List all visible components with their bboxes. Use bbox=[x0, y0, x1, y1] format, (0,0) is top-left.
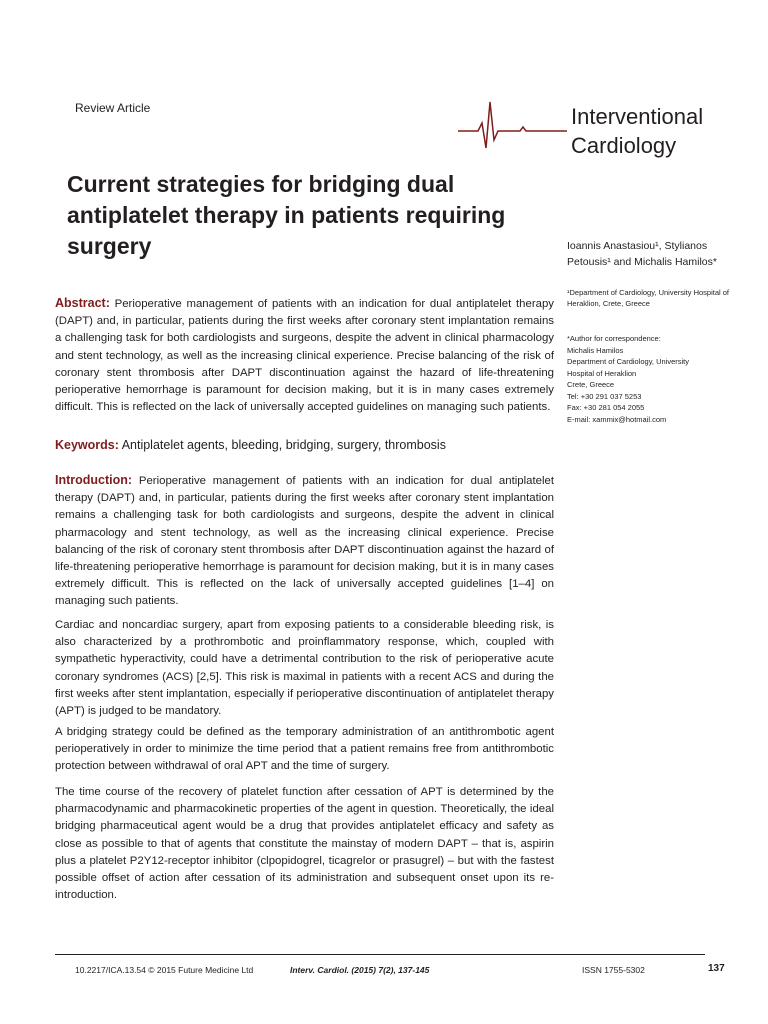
author-line: Ioannis Anastasiou¹, Stylianos bbox=[567, 240, 708, 252]
correspondence-line: Department of Cardiology, University bbox=[567, 357, 689, 366]
footer-divider bbox=[55, 954, 705, 955]
journal-name-line2: Cardiology bbox=[571, 133, 677, 158]
keywords-text: Antiplatelet agents, bleeding, bridging, surgery, thrombosis bbox=[118, 438, 446, 452]
correspondence-line: Crete, Greece bbox=[567, 380, 615, 389]
keywords-section bbox=[55, 437, 554, 454]
page-number: 137 bbox=[708, 963, 725, 974]
footer-doi: 10.2217/ICA.13.54 © 2015 Future Medicine Ltd bbox=[75, 965, 254, 975]
introduction-text: Perioperative management of patients with an indication for dual antiplatelet therapy (DAPT) and, in particular, patients during the first weeks after coronary stent implantation remains a challenging task for both cardiologists and surgeons, despite the advent in clinical pharmacology and stent technology, as well as the increasing clinical experience. Precise balancing of the risk of coronary stent thrombosis after DAPT discontinuation against the hazard of life-threatening perioperative hemorrhage is paramount for decision making, but it is in many cases extremely difficult. This is reflected on the lack of universally accepted guidelines [1–4] on managing such patients. bbox=[55, 475, 554, 608]
footer-journal-citation: Interv. Cardiol. (2015) 7(2), 137-145 bbox=[290, 965, 430, 975]
footer-issn: ISSN 1755-5302 bbox=[582, 965, 645, 975]
author-line: Petousis¹ and Michalis Hamilos* bbox=[567, 256, 717, 268]
article-title: Current strategies for bridging dual antiplatelet therapy in patients requiring surgery bbox=[67, 171, 506, 259]
correspondence-line: Fax: +30 281 054 2055 bbox=[567, 403, 645, 412]
paragraph-text: A bridging strategy could be defined as the temporary administration of an antithrombotic agent perioperatively in order to minimize the time period that a patient remains free from antithrombotic protection between withdrawal of oral APT and the time of surgery. bbox=[55, 726, 554, 773]
correspondence-block bbox=[567, 333, 747, 425]
paragraph-text: The time course of the recovery of platelet function after cessation of APT is determined by the pharmacodynamic and pharmacokinetic properties of the agent in question. Theoretically, the ideal bridging pharmaceutical agent would be a drug that provides antiplatelet efficacy and safety as close as possible to that of agents that constitute the mainstay of modern DAPT – that is, aspirin plus a platelet P2Y12-receptor inhibitor (clpopidogrel, ticagrelor or prasugrel) – but with the fastest possible offset of action after cessation of its administration and subsequent onset upon its re-introduction. bbox=[55, 786, 554, 902]
correspondence-line: Tel: +30 291 037 5253 bbox=[567, 391, 642, 401]
body-paragraph bbox=[55, 784, 554, 904]
author-affiliation: ¹Department of Cardiology, University Hospital of Heraklion, Crete, Greece bbox=[567, 288, 730, 308]
article-type-label: Review Article bbox=[75, 101, 151, 115]
abstract-text: Perioperative management of patients with an indication for dual antiplatelet therapy (DAPT) and, in particular, patients during the first weeks after coronary stent implantation remains a challenging task for both cardiologists and surgeons, despite the advent in clinical pharmacology and stent technology, as well as the increasing clinical experience. Precise balancing of the risk of coronary stent thrombosis after DAPT discontinuation against the hazard of life-threatening perioperative hemorrhage is paramount for decision making, but it is in many cases extremely difficult. This is reflected on the lack of universally accepted guidelines on managing such patients. bbox=[55, 298, 554, 414]
author-list bbox=[567, 238, 747, 270]
body-paragraph bbox=[55, 724, 554, 776]
introduction-section bbox=[55, 472, 554, 611]
keywords-label: Keywords: bbox=[55, 438, 119, 452]
introduction-label: Introduction: bbox=[55, 473, 133, 487]
body-paragraph bbox=[55, 617, 554, 720]
correspondence-label: *Author for correspondence: bbox=[567, 334, 661, 343]
abstract-section bbox=[55, 295, 554, 416]
correspondence-line: E-mail: xammix@hotmail.com bbox=[567, 414, 667, 424]
correspondence-line: Michalis Hamilos bbox=[567, 345, 624, 355]
journal-name-line1: Interventional bbox=[571, 104, 704, 129]
paragraph-text: Cardiac and noncardiac surgery, apart from exposing patients to a considerable bleeding risk, is also characterized by a prothrombotic and proinflammatory response, which, coupled with sympathetic hyperactivity, could have a detrimental contribution to the risk of perioperative acute coronary syndromes (ACS) [2,5]. This risk is maximal in patients with a recent ACS and during the first weeks after stent implantation, especially if perioperative discontinuation of antiplatelet therapy (APT) is judged to be mandatory. bbox=[55, 619, 554, 718]
correspondence-line: Hospital of Heraklion bbox=[567, 368, 637, 378]
ecg-trace bbox=[458, 102, 567, 148]
abstract-label: Abstract: bbox=[55, 296, 110, 310]
